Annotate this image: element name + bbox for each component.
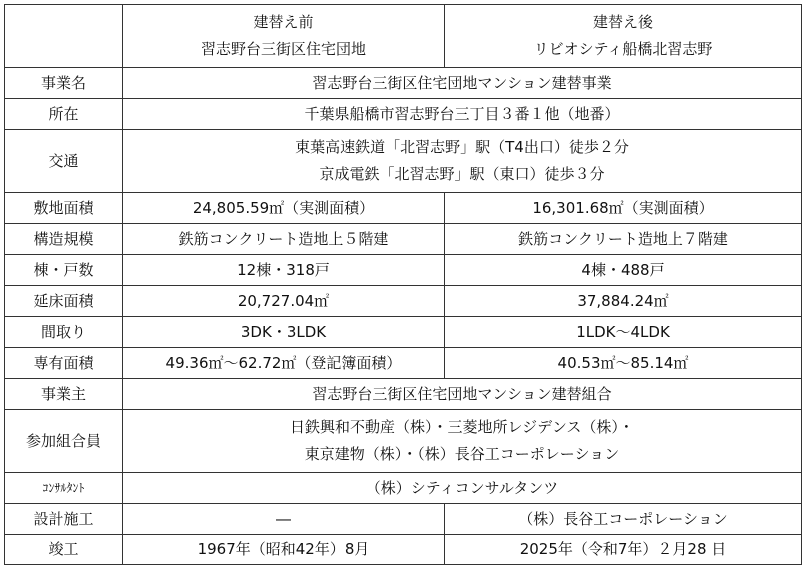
row-before-value: 24,805.59㎡（実測面積） [123, 193, 445, 224]
row-design [5, 504, 802, 535]
row-label: 事業名 [5, 68, 123, 99]
row-label: 敷地面積 [5, 193, 123, 224]
row-label: 所在 [5, 99, 123, 130]
row-floor-area [5, 286, 802, 317]
row-after-value: 2025年（令和7年）２月28 日 [445, 535, 802, 565]
row-after-value: 40.53㎡～85.14㎡ [445, 348, 802, 379]
header-before-cell [123, 5, 445, 68]
row-layout [5, 317, 802, 348]
row-project-name [5, 68, 802, 99]
row-label: 設計施工 [5, 504, 123, 535]
row-value: 千葉県船橋市習志野台三丁目３番１他（地番） [123, 99, 802, 130]
row-before-value: ― [123, 504, 445, 535]
after-label: 建替え後 [592, 13, 653, 32]
row-after-value: 鉄筋コンクリート造地上７階建 [445, 224, 802, 255]
row-label: 構造規模 [5, 224, 123, 255]
row-after-value: 4棟・488戸 [445, 255, 802, 286]
row-after-value: 37,884.24㎡ [445, 286, 802, 317]
row-label: 竣工 [5, 535, 123, 565]
row-before-value: 20,727.04㎡ [123, 286, 445, 317]
before-name: 習志野台三街区住宅団地 [200, 40, 366, 58]
row-value [123, 410, 802, 473]
row-label: ｺﾝｻﾙﾀﾝﾄ [5, 473, 123, 504]
row-before-value: 1967年（昭和42年）8月 [123, 535, 445, 565]
row-value: 習志野台三街区住宅団地マンション建替組合 [123, 379, 802, 410]
row-after-value: 1LDK～4LDK [445, 317, 802, 348]
row-before-value: 12棟・318戸 [123, 255, 445, 286]
row-transport [5, 130, 802, 193]
header-corner-cell [5, 5, 123, 68]
row-before-value: 鉄筋コンクリート造地上５階建 [123, 224, 445, 255]
row-site-area [5, 193, 802, 224]
row-label: 延床面積 [5, 286, 123, 317]
row-value: 習志野台三街区住宅団地マンション建替事業 [123, 68, 802, 99]
row-label: 棟・戸数 [5, 255, 123, 286]
row-label: 参加組合員 [5, 410, 123, 473]
row-after-value: 16,301.68㎡（実測面積） [445, 193, 802, 224]
row-value: （株）シティコンサルタンツ [123, 473, 802, 504]
after-name: リビオシティ船橋北習志野 [533, 40, 713, 58]
header-row [5, 5, 802, 68]
row-before-value: 3DK・3LDK [123, 317, 445, 348]
row-structure [5, 224, 802, 255]
row-label: 専有面積 [5, 348, 123, 379]
row-completion [5, 535, 802, 565]
row-consultant [5, 473, 802, 504]
header-after-cell [445, 5, 802, 68]
row-location [5, 99, 802, 130]
project-comparison-table [4, 4, 802, 565]
members-line-2: 東京建物（株）・（株）長谷工コーポレーション [304, 445, 620, 463]
row-exclusive-area [5, 348, 802, 379]
row-before-value: 49.36㎡～62.72㎡（登記簿面積） [123, 348, 445, 379]
transport-line-2: 京成電鉄「北習志野」駅（東口）徒歩３分 [319, 165, 605, 183]
row-after-value: （株）長谷工コーポレーション [445, 504, 802, 535]
row-label: 事業主 [5, 379, 123, 410]
transport-line-1: 東葉高速鉄道「北習志野」駅（T4出口）徒歩２分 [295, 138, 629, 157]
members-line-1: 日鉄興和不動産（株）・三菱地所レジデンス（株）・ [290, 418, 634, 437]
row-value [123, 130, 802, 193]
row-operator [5, 379, 802, 410]
row-label: 交通 [5, 130, 123, 193]
before-label: 建替え前 [253, 13, 314, 32]
row-label: 間取り [5, 317, 123, 348]
row-members [5, 410, 802, 473]
row-units [5, 255, 802, 286]
